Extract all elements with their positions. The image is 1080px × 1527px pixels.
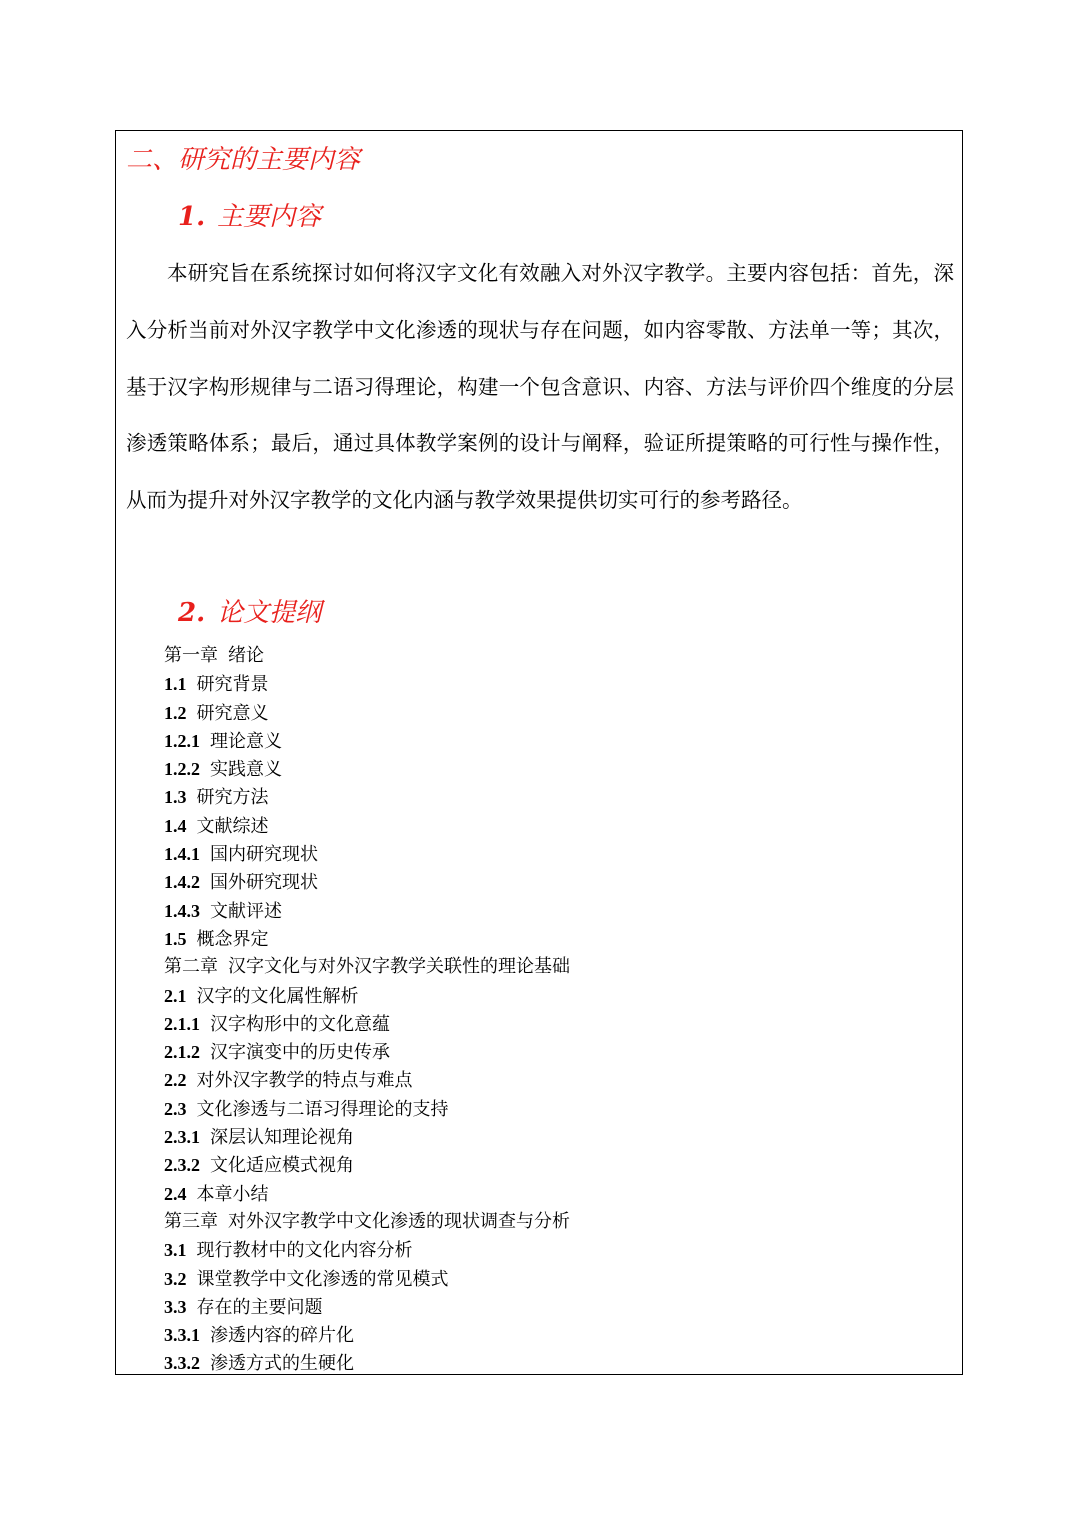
- outline-item-number: 第一章: [164, 645, 218, 666]
- outline-item-text: 研究意义: [196, 702, 269, 724]
- outline-item: [164, 1151, 570, 1179]
- outline-item-text: 绪论: [228, 645, 264, 666]
- outline-item-text: 汉字的文化属性解析: [196, 985, 359, 1007]
- outline-item-number: 1.2.1: [164, 730, 200, 751]
- content-table-cell: [115, 130, 963, 1375]
- outline-item: [164, 897, 570, 925]
- outline-item-number: 1.4.2: [164, 872, 200, 893]
- outline-item-number: 2.1.1: [164, 1013, 200, 1034]
- outline-item: [164, 1293, 570, 1321]
- outline-item: [164, 1349, 570, 1375]
- outline-item-text: 渗透内容的碎片化: [210, 1325, 354, 1347]
- outline-item: [164, 727, 570, 755]
- outline-item-text: 实践意义: [210, 759, 282, 781]
- outline-item-text: 汉字演变中的历史传承: [210, 1042, 390, 1064]
- outline-item-number: 2.4: [164, 1183, 187, 1204]
- outline-item-number: 3.3.1: [164, 1325, 200, 1346]
- outline-item-number: 2.3.1: [164, 1127, 200, 1148]
- outline-number: 2.: [178, 598, 206, 628]
- outline-item-text: 研究背景: [196, 674, 269, 696]
- main-content-number: 1.: [178, 202, 206, 232]
- outline-item: [164, 670, 570, 698]
- outline-item-number: 3.3: [164, 1296, 187, 1317]
- outline-item-number: 第三章: [164, 1210, 218, 1232]
- outline-item: [164, 812, 570, 840]
- outline-item-text: 文化适应模式视角: [210, 1155, 354, 1177]
- outline-item-text: 理论意义: [210, 730, 282, 752]
- outline-item-number: 1.1: [164, 674, 187, 695]
- outline-item: [164, 783, 570, 811]
- outline-item: [164, 840, 570, 868]
- main-content-title: 主要内容: [217, 202, 322, 232]
- outline-item-text: 概念界定: [196, 928, 269, 950]
- outline-item-text: 存在的主要问题: [196, 1296, 323, 1318]
- outline-item-text: 文化渗透与二语习得理论的支持: [196, 1098, 449, 1120]
- outline-item-text: 对外汉字教学中文化渗透的现状调查与分析: [228, 1210, 570, 1232]
- outline-item-number: 2.2: [164, 1070, 187, 1091]
- outline-item-text: 汉字构形中的文化意蕴: [210, 1013, 390, 1035]
- outline-item: [164, 1180, 570, 1208]
- outline-item: [164, 925, 570, 953]
- outline-item-text: 课堂教学中文化渗透的常见模式: [196, 1268, 449, 1290]
- outline-item-number: 3.3.2: [164, 1353, 200, 1374]
- outline-item-number: 1.5: [164, 928, 187, 949]
- outline-item: [164, 1265, 570, 1293]
- outline-item: [164, 1321, 570, 1349]
- outline-item-number: 3.2: [164, 1268, 187, 1289]
- outline-item-text: 现行教材中的文化内容分析: [196, 1240, 413, 1262]
- outline-item-number: 2.3: [164, 1098, 187, 1119]
- outline-item: [164, 699, 570, 727]
- main-content-heading: [178, 200, 321, 234]
- section-heading: 二、研究的主要内容: [126, 145, 361, 175]
- outline-item-number: 3.1: [164, 1240, 187, 1261]
- outline-item-number: 1.2: [164, 702, 187, 723]
- outline-title: 论文提纲: [217, 598, 322, 628]
- outline-item: [164, 1038, 570, 1066]
- outline-item-text: 汉字文化与对外汉字教学关联性的理论基础: [228, 956, 570, 978]
- outline-item-number: 2.1: [164, 985, 187, 1006]
- outline-item-number: 1.4.1: [164, 844, 200, 865]
- outline-item-text: 文献综述: [196, 815, 269, 837]
- outline-item: [164, 642, 570, 670]
- outline-item-number: 1.2.2: [164, 759, 200, 780]
- outline-item-text: 渗透方式的生硬化: [210, 1353, 354, 1375]
- outline-item-text: 文献评述: [210, 900, 282, 922]
- outline-item: [164, 1066, 570, 1094]
- outline-item: [164, 1123, 570, 1151]
- outline-item: [164, 953, 570, 981]
- outline-item-number: 第二章: [164, 956, 218, 978]
- outline-item-text: 本章小结: [196, 1183, 269, 1205]
- outline-item-number: 1.4: [164, 815, 187, 836]
- outline-item: [164, 1095, 570, 1123]
- outline-item: [164, 868, 570, 896]
- outline-item: [164, 1010, 570, 1038]
- outline-item-number: 1.3: [164, 787, 187, 808]
- outline-item-text: 研究方法: [196, 787, 269, 809]
- outline-item-number: 2.1.2: [164, 1042, 200, 1063]
- outline-item-text: 国内研究现状: [210, 844, 318, 866]
- outline-list: [164, 642, 570, 1375]
- outline-item: [164, 1208, 570, 1236]
- main-content-paragraph: 本研究旨在系统探讨如何将汉字文化有效融入对外汉字教学。主要内容包括：首先，深入分析当前对外汉字教学中文化渗透的现状与存在问题，如内容零散、方法单一等；其次，基于汉字构形规律与二语习得理论，构建一个包含意识、内容、方法与评价四个维度的分层渗透策略体系；最后，通过具体教学案例的设计与阐释，验证所提策略的可行性与操作性，从而为提升对外汉字教学的文化内涵与教学效果提供切实可行的参考路径。: [126, 261, 954, 513]
- outline-item-number: 1.4.3: [164, 900, 200, 921]
- outline-item: [164, 982, 570, 1010]
- outline-item: [164, 1236, 570, 1264]
- outline-item-number: 2.3.2: [164, 1155, 200, 1176]
- outline-item-text: 国外研究现状: [210, 872, 318, 894]
- outline-item-text: 深层认知理论视角: [210, 1127, 354, 1149]
- outline-item-text: 对外汉字教学的特点与难点: [196, 1070, 413, 1092]
- outline-heading: [178, 596, 321, 630]
- outline-item: [164, 755, 570, 783]
